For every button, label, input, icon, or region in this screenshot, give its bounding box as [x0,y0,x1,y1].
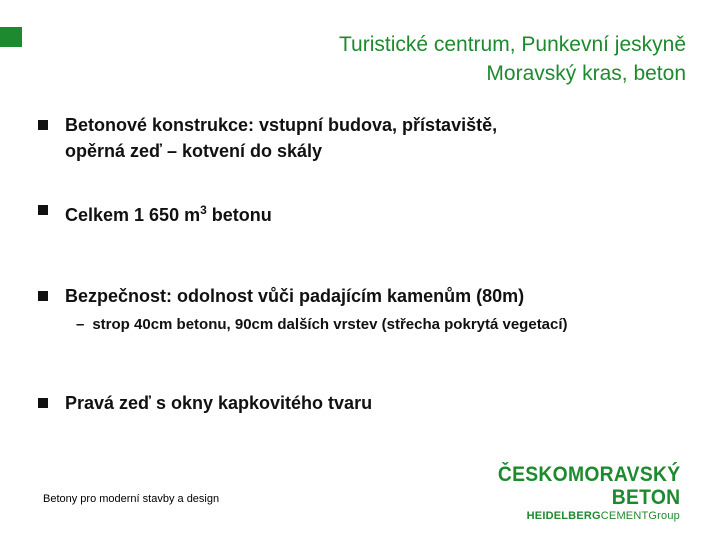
bullet-2-text: Celkem 1 650 m [65,205,201,225]
logo-cement: CEMENT [600,510,649,522]
corner-accent-mark [0,27,22,47]
bullet-square-icon [38,291,48,301]
logo-line-2: BETON [611,486,680,509]
sub-bullet-roof [76,316,568,333]
bullet-1-line-2: opěrná zeď – kotvení do skály [65,141,323,161]
bullet-square-icon [38,398,48,408]
bullet-safety [38,283,524,309]
title-line-1: Turistické centrum, Punkevní jeskyně [338,33,686,56]
title-line-2: Moravský kras, beton [486,62,686,85]
bullet-constructions [38,112,497,164]
sub-bullet-dash: – [76,316,85,333]
bullet-2-text-after: betonu [206,205,272,225]
bullet-3-text: Bezpečnost: odolnost vůči padajícím kamenům (80m) [65,286,525,306]
footer-note: Betony pro moderní stavby a design [43,493,220,505]
logo-group: Group [648,510,680,522]
sub-bullet-text: strop 40cm betonu, 90cm dalších vrstev (střecha pokrytá vegetací) [92,316,568,333]
logo-heidelberg: HEIDELBERG [526,510,601,522]
slide-title [126,30,686,88]
bullet-2-superscript: 3 [200,203,207,217]
bullet-concrete-total [38,197,272,228]
bullet-right-wall [38,390,372,416]
logo-line-1: ČESKOMORAVSKÝ [497,463,680,486]
company-logo [482,463,680,523]
bullet-square-icon [38,120,48,130]
bullet-4-text: Pravá zeď s okny kapkovitého tvaru [65,393,373,413]
bullet-square-icon [38,205,48,215]
bullet-1-line-1: Betonové konstrukce: vstupní budova, přístaviště, [65,115,498,135]
logo-line-3 [482,509,680,523]
